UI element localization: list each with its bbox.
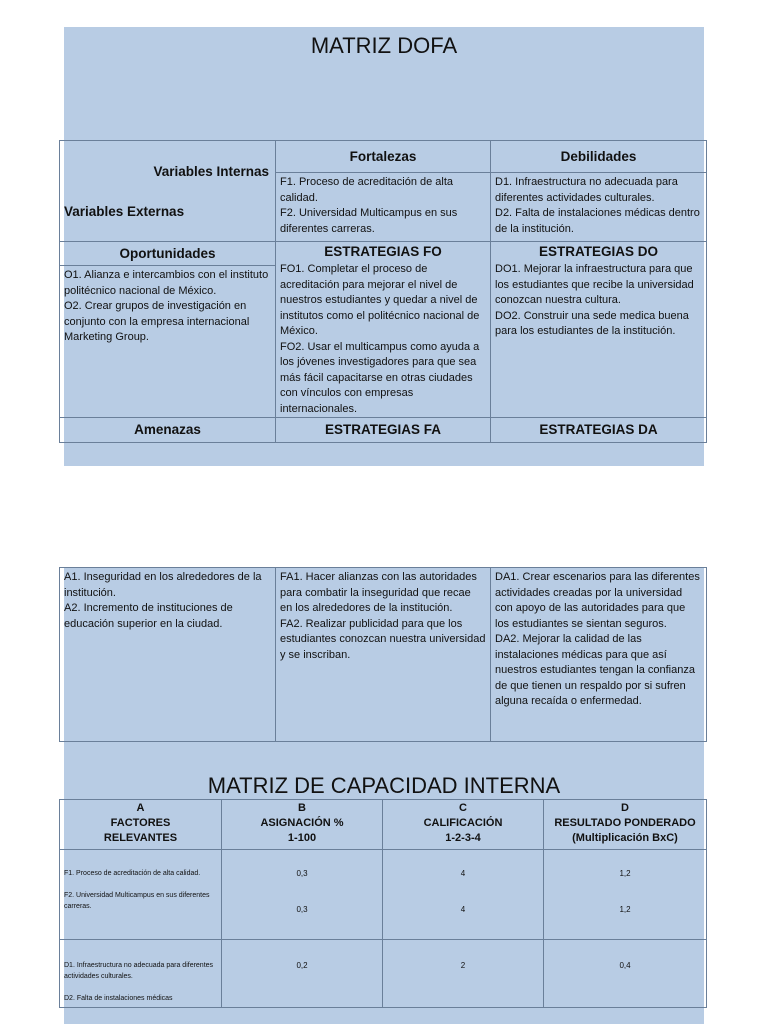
fortalezas-text: F1. Proceso de acreditación de alta calidad. F2. Universidad Multicampus en sus diferentes carreras. [276, 173, 491, 242]
header-resultado: D RESULTADO PONDERADO (Multiplicación BxC) [544, 800, 707, 850]
table-row [60, 850, 707, 940]
oportunidades-header: Oportunidades [60, 242, 276, 266]
capacidad-title: MATRIZ DE CAPACIDAD INTERNA [207, 773, 561, 798]
variables-cell [60, 141, 276, 242]
header-asignacion: B ASIGNACIÓN % 1-100 [222, 800, 383, 850]
da-text: DA1. Crear escenarios para las diferentes actividades creadas por la universidad con apoyo de las autoridades para que los estudiantes se sientan seguros. DA2. Mejorar la calidad de las instalaciones médicas para que así nuestros estudiantes tengan la confianza de que tienen un respaldo por si sufren alguna recaída o enfermedad. [491, 568, 707, 742]
header-factores: A FACTORES RELEVANTES [60, 800, 222, 850]
capacidad-table [59, 799, 707, 1008]
amenazas-table [59, 567, 707, 742]
amenazas-header: Amenazas [60, 418, 276, 443]
asignacion-cell: 0,3 0,3 [222, 850, 383, 940]
calificacion-cell: 4 4 [383, 850, 544, 940]
header-calificacion: C CALIFICACIÓN 1-2-3-4 [383, 800, 544, 850]
fo-text: FO1. Completar el proceso de acreditación para mejorar el nivel de nuestros estudiantes y quedar a nivel de institutos como el politécnico nacional de México. FO2. Usar el multicampus como ayuda a los jóvenes investigadores para que sea más fácil capacitarse en otras ciudades con vínculos con empresas internacionales. [280, 263, 480, 415]
dofa-title: MATRIZ DOFA [310, 33, 458, 58]
do-text: DO1. Mejorar la infraestructura para que los estudiantes que recibe la universidad conozcan nuestra cultura. DO2. Construir una sede medica buena para los estudiantes de la institución. [495, 263, 694, 337]
factor-cell: D1. Infraestructura no adecuada para diferentes actividades culturales. D2. Falta de instalaciones médicas [60, 940, 222, 1008]
estrategias-fo-header: ESTRATEGIAS FO [324, 244, 442, 259]
variables-externas-label: Variables Externas [64, 204, 185, 219]
debilidades-text: D1. Infraestructura no adecuada para diferentes actividades culturales. D2. Falta de instalaciones médicas dentro de la institución. [491, 173, 707, 242]
estrategias-do-header: ESTRATEGIAS DO [538, 244, 658, 259]
resultado-cell: 0,4 [544, 940, 707, 1008]
estrategias-da-header: ESTRATEGIAS DA [491, 418, 707, 443]
estrategias-fa-header: ESTRATEGIAS FA [276, 418, 491, 443]
fa-text: FA1. Hacer alianzas con las autoridades para combatir la inseguridad que recae en los alrededores de la institución. FA2. Realizar publicidad para que los estudiantes conozcan nuestra universidad y se inscriban. [276, 568, 491, 742]
variables-internas-label: Variables Internas [153, 164, 269, 179]
debilidades-header: Debilidades [491, 141, 707, 173]
oportunidades-text: O1. Alianza e intercambios con el instituto politécnico nacional de México. O2. Crear grupos de investigación en conjunto con la empresa internacional Marketing Group. [60, 266, 276, 418]
calificacion-cell: 2 [383, 940, 544, 1008]
factor-cell: F1. Proceso de acreditación de alta calidad. F2. Universidad Multicampus en sus diferentes carreras. [60, 850, 222, 940]
do-cell [491, 242, 707, 418]
fo-cell [276, 242, 491, 418]
fortalezas-header: Fortalezas [276, 141, 491, 173]
table-row [60, 940, 707, 1008]
asignacion-cell: 0,2 [222, 940, 383, 1008]
dofa-table [59, 140, 707, 443]
resultado-cell: 1,2 1,2 [544, 850, 707, 940]
amenazas-text: A1. Inseguridad en los alrededores de la institución. A2. Incremento de instituciones de educación superior en la ciudad. [60, 568, 276, 742]
